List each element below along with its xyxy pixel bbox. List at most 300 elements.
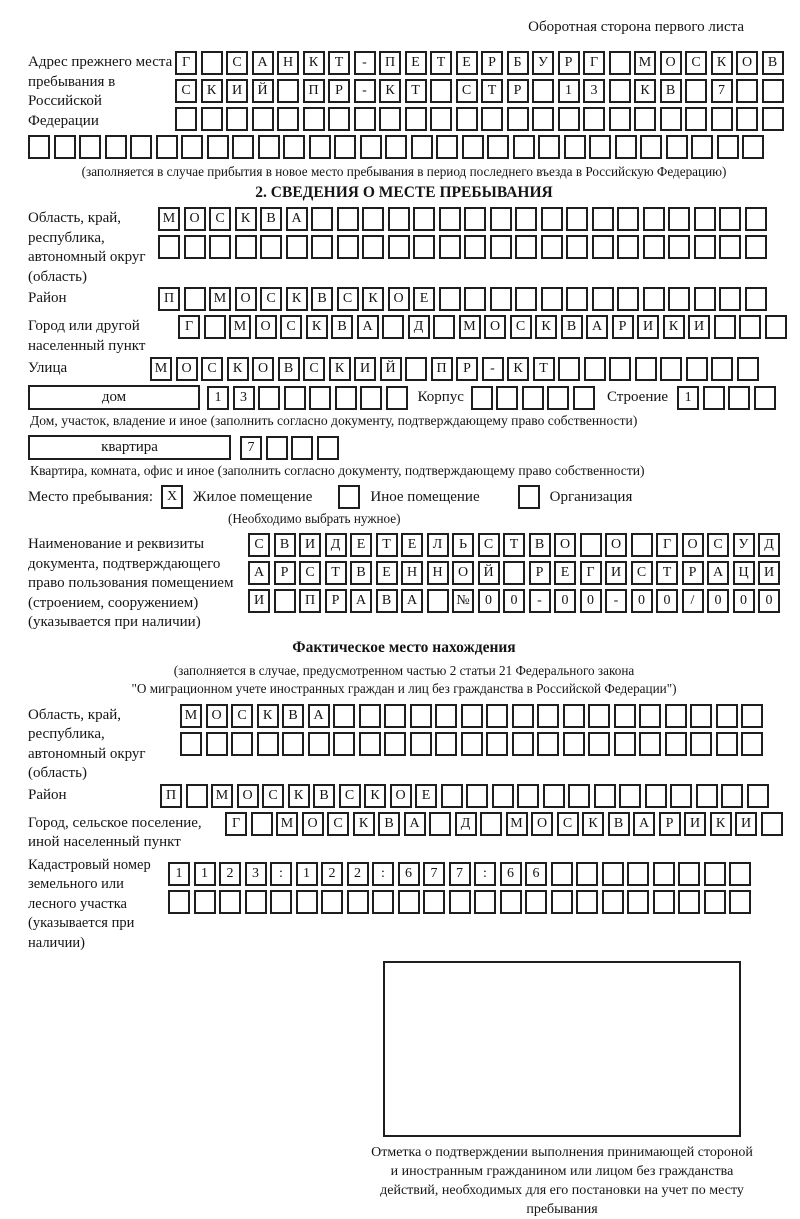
form-cell[interactable]: С xyxy=(685,51,707,75)
form-cell[interactable] xyxy=(441,784,463,808)
form-cell[interactable]: 1 xyxy=(168,862,190,886)
form-cell[interactable] xyxy=(226,107,248,131)
form-cell[interactable]: М xyxy=(276,812,298,836)
form-cell[interactable] xyxy=(568,784,590,808)
form-cell[interactable] xyxy=(398,890,420,914)
form-cell[interactable] xyxy=(602,890,624,914)
form-cell[interactable]: М xyxy=(211,784,233,808)
form-cell[interactable] xyxy=(704,862,726,886)
form-cell[interactable] xyxy=(337,207,359,231)
form-cell[interactable]: О xyxy=(184,207,206,231)
form-cell[interactable]: В xyxy=(274,533,296,557)
form-cell[interactable]: 3 xyxy=(245,862,267,886)
form-cell[interactable] xyxy=(235,235,257,259)
form-cell[interactable]: С xyxy=(557,812,579,836)
form-cell[interactable]: Т xyxy=(405,79,427,103)
form-cell[interactable]: Д xyxy=(408,315,430,339)
form-cell[interactable]: М xyxy=(229,315,251,339)
form-cell[interactable]: С xyxy=(327,812,349,836)
form-cell[interactable] xyxy=(670,784,692,808)
form-cell[interactable] xyxy=(747,784,769,808)
form-cell[interactable] xyxy=(201,107,223,131)
form-cell[interactable]: 6 xyxy=(500,862,522,886)
form-cell[interactable] xyxy=(729,862,751,886)
form-cell[interactable]: О xyxy=(237,784,259,808)
form-cell[interactable]: Г xyxy=(580,561,602,585)
form-cell[interactable] xyxy=(423,890,445,914)
form-cell[interactable]: И xyxy=(735,812,757,836)
form-cell[interactable]: И xyxy=(637,315,659,339)
form-cell[interactable]: П xyxy=(303,79,325,103)
form-cell[interactable] xyxy=(359,704,381,728)
form-cell[interactable] xyxy=(729,890,751,914)
form-cell[interactable] xyxy=(500,890,522,914)
form-cell[interactable]: Р xyxy=(274,561,296,585)
form-cell[interactable] xyxy=(439,235,461,259)
form-cell[interactable]: 6 xyxy=(398,862,420,886)
form-cell[interactable]: П xyxy=(431,357,453,381)
form-cell[interactable] xyxy=(184,287,206,311)
form-cell[interactable] xyxy=(742,135,764,159)
form-cell[interactable]: С xyxy=(339,784,361,808)
form-cell[interactable] xyxy=(309,135,331,159)
form-cell[interactable] xyxy=(739,315,761,339)
form-cell[interactable]: Г xyxy=(178,315,200,339)
form-cell[interactable]: А xyxy=(633,812,655,836)
form-cell[interactable]: Р xyxy=(529,561,551,585)
form-cell[interactable] xyxy=(413,235,435,259)
form-cell[interactable] xyxy=(362,207,384,231)
form-cell[interactable] xyxy=(204,315,226,339)
form-cell[interactable]: Р xyxy=(659,812,681,836)
form-cell[interactable] xyxy=(360,386,382,410)
form-cell[interactable] xyxy=(257,732,279,756)
form-cell[interactable] xyxy=(231,732,253,756)
form-cell[interactable] xyxy=(410,704,432,728)
form-cell[interactable] xyxy=(513,135,535,159)
form-cell[interactable]: 2 xyxy=(321,862,343,886)
form-cell[interactable]: Е xyxy=(405,51,427,75)
form-cell[interactable]: П xyxy=(299,589,321,613)
form-cell[interactable] xyxy=(635,357,657,381)
form-cell[interactable] xyxy=(496,386,518,410)
form-cell[interactable]: Д xyxy=(758,533,780,557)
form-cell[interactable] xyxy=(296,890,318,914)
form-cell[interactable] xyxy=(690,704,712,728)
form-cell[interactable] xyxy=(685,79,707,103)
form-cell[interactable] xyxy=(665,704,687,728)
form-cell[interactable]: В xyxy=(376,589,398,613)
form-cell[interactable] xyxy=(429,812,451,836)
form-cell[interactable]: О xyxy=(660,51,682,75)
form-cell[interactable]: О xyxy=(390,784,412,808)
form-cell[interactable]: Т xyxy=(430,51,452,75)
form-cell[interactable]: Р xyxy=(507,79,529,103)
form-cell[interactable]: Т xyxy=(328,51,350,75)
form-cell[interactable]: 0 xyxy=(758,589,780,613)
form-cell[interactable] xyxy=(619,784,641,808)
form-cell[interactable] xyxy=(537,704,559,728)
form-cell[interactable]: Е xyxy=(401,533,423,557)
form-cell[interactable] xyxy=(490,235,512,259)
form-cell[interactable] xyxy=(209,235,231,259)
form-cell[interactable] xyxy=(762,79,784,103)
form-cell[interactable] xyxy=(645,784,667,808)
form-cell[interactable]: К xyxy=(235,207,257,231)
form-cell[interactable] xyxy=(232,135,254,159)
form-cell[interactable]: 7 xyxy=(449,862,471,886)
form-cell[interactable] xyxy=(156,135,178,159)
form-cell[interactable] xyxy=(716,732,738,756)
form-cell[interactable]: И xyxy=(248,589,270,613)
form-cell[interactable]: К xyxy=(286,287,308,311)
form-cell[interactable]: У xyxy=(733,533,755,557)
form-cell[interactable] xyxy=(678,862,700,886)
form-cell[interactable]: И xyxy=(299,533,321,557)
form-cell[interactable] xyxy=(308,732,330,756)
form-cell[interactable]: В xyxy=(561,315,583,339)
form-cell[interactable] xyxy=(490,207,512,231)
form-cell[interactable]: К xyxy=(329,357,351,381)
form-cell[interactable] xyxy=(512,704,534,728)
form-cell[interactable] xyxy=(321,890,343,914)
form-cell[interactable] xyxy=(461,704,483,728)
form-cell[interactable]: С xyxy=(456,79,478,103)
form-cell[interactable] xyxy=(754,386,776,410)
form-cell[interactable]: Г xyxy=(225,812,247,836)
form-cell[interactable]: О xyxy=(554,533,576,557)
form-cell[interactable]: Р xyxy=(456,357,478,381)
form-cell[interactable] xyxy=(643,287,665,311)
form-cell[interactable] xyxy=(564,135,586,159)
form-cell[interactable] xyxy=(566,287,588,311)
form-cell[interactable] xyxy=(617,235,639,259)
form-cell[interactable] xyxy=(609,107,631,131)
form-cell[interactable]: О xyxy=(176,357,198,381)
form-cell[interactable] xyxy=(558,107,580,131)
form-cell[interactable] xyxy=(512,732,534,756)
form-cell[interactable] xyxy=(435,704,457,728)
form-cell[interactable]: / xyxy=(682,589,704,613)
form-cell[interactable] xyxy=(631,533,653,557)
form-cell[interactable]: - xyxy=(354,51,376,75)
form-cell[interactable] xyxy=(480,812,502,836)
form-cell[interactable] xyxy=(492,784,514,808)
form-cell[interactable]: 7 xyxy=(423,862,445,886)
form-cell[interactable]: Н xyxy=(277,51,299,75)
form-cell[interactable] xyxy=(385,135,407,159)
form-cell[interactable]: 0 xyxy=(656,589,678,613)
form-cell[interactable]: А xyxy=(248,561,270,585)
form-cell[interactable] xyxy=(719,287,741,311)
form-cell[interactable]: В xyxy=(529,533,551,557)
form-cell[interactable] xyxy=(507,107,529,131)
form-cell[interactable] xyxy=(347,890,369,914)
form-cell[interactable]: К xyxy=(353,812,375,836)
form-cell[interactable] xyxy=(678,890,700,914)
form-cell[interactable] xyxy=(614,732,636,756)
form-cell[interactable]: К xyxy=(288,784,310,808)
form-cell[interactable] xyxy=(640,135,662,159)
form-cell[interactable]: С xyxy=(707,533,729,557)
form-cell[interactable]: О xyxy=(682,533,704,557)
form-cell[interactable]: С xyxy=(231,704,253,728)
form-cell[interactable] xyxy=(696,784,718,808)
form-cell[interactable] xyxy=(711,357,733,381)
form-cell[interactable]: В xyxy=(311,287,333,311)
form-cell[interactable] xyxy=(532,107,554,131)
form-cell[interactable] xyxy=(522,386,544,410)
form-cell[interactable]: П xyxy=(158,287,180,311)
form-cell[interactable] xyxy=(717,135,739,159)
form-cell[interactable] xyxy=(714,315,736,339)
form-cell[interactable] xyxy=(543,784,565,808)
form-cell[interactable] xyxy=(719,235,741,259)
form-cell[interactable]: К xyxy=(535,315,557,339)
form-cell[interactable]: - xyxy=(529,589,551,613)
form-cell[interactable] xyxy=(609,79,631,103)
form-cell[interactable] xyxy=(180,732,202,756)
form-cell[interactable]: С xyxy=(510,315,532,339)
form-cell[interactable] xyxy=(653,890,675,914)
form-cell[interactable] xyxy=(219,890,241,914)
form-cell[interactable]: Й xyxy=(380,357,402,381)
form-cell[interactable] xyxy=(354,107,376,131)
form-cell[interactable] xyxy=(686,357,708,381)
form-cell[interactable] xyxy=(379,107,401,131)
form-cell[interactable] xyxy=(711,107,733,131)
form-cell[interactable] xyxy=(588,732,610,756)
form-cell[interactable]: В xyxy=(660,79,682,103)
form-cell[interactable] xyxy=(54,135,76,159)
form-cell[interactable]: О xyxy=(388,287,410,311)
form-cell[interactable] xyxy=(589,135,611,159)
form-cell[interactable]: Т xyxy=(503,533,525,557)
form-cell[interactable] xyxy=(532,79,554,103)
form-cell[interactable] xyxy=(207,135,229,159)
form-cell[interactable] xyxy=(258,135,280,159)
form-cell[interactable] xyxy=(360,135,382,159)
form-cell[interactable]: А xyxy=(357,315,379,339)
form-cell[interactable] xyxy=(435,732,457,756)
form-cell[interactable] xyxy=(694,235,716,259)
form-cell[interactable]: 3 xyxy=(583,79,605,103)
form-cell[interactable] xyxy=(690,732,712,756)
form-cell[interactable] xyxy=(614,704,636,728)
form-cell[interactable]: Ь xyxy=(452,533,474,557)
form-cell[interactable] xyxy=(660,107,682,131)
form-cell[interactable] xyxy=(617,207,639,231)
form-cell[interactable] xyxy=(728,386,750,410)
form-cell[interactable] xyxy=(251,812,273,836)
form-cell[interactable] xyxy=(737,357,759,381)
form-cell[interactable]: М xyxy=(158,207,180,231)
form-cell[interactable]: Г xyxy=(175,51,197,75)
form-cell[interactable]: В xyxy=(378,812,400,836)
form-cell[interactable]: Т xyxy=(656,561,678,585)
form-cell[interactable] xyxy=(617,287,639,311)
form-cell[interactable] xyxy=(28,135,50,159)
form-cell[interactable]: 0 xyxy=(503,589,525,613)
form-cell[interactable]: Р xyxy=(558,51,580,75)
form-cell[interactable]: И xyxy=(688,315,710,339)
form-cell[interactable] xyxy=(525,890,547,914)
form-cell[interactable] xyxy=(668,207,690,231)
form-cell[interactable]: : xyxy=(474,862,496,886)
form-cell[interactable] xyxy=(333,732,355,756)
form-cell[interactable] xyxy=(563,704,585,728)
form-cell[interactable]: С xyxy=(209,207,231,231)
form-cell[interactable] xyxy=(464,287,486,311)
form-cell[interactable] xyxy=(333,704,355,728)
form-cell[interactable]: 0 xyxy=(733,589,755,613)
form-cell[interactable]: М xyxy=(180,704,202,728)
form-cell[interactable] xyxy=(762,107,784,131)
form-cell[interactable] xyxy=(130,135,152,159)
form-cell[interactable] xyxy=(745,287,767,311)
form-cell[interactable]: Е xyxy=(554,561,576,585)
form-cell[interactable] xyxy=(433,315,455,339)
form-cell[interactable] xyxy=(741,732,763,756)
form-cell[interactable] xyxy=(515,287,537,311)
form-cell[interactable] xyxy=(627,890,649,914)
form-cell[interactable] xyxy=(721,784,743,808)
form-cell[interactable] xyxy=(464,235,486,259)
form-cell[interactable] xyxy=(541,207,563,231)
form-cell[interactable]: Д xyxy=(455,812,477,836)
form-cell[interactable] xyxy=(252,107,274,131)
form-cell[interactable] xyxy=(541,235,563,259)
form-cell[interactable] xyxy=(639,704,661,728)
form-cell[interactable] xyxy=(411,135,433,159)
form-cell[interactable]: 6 xyxy=(525,862,547,886)
form-cell[interactable] xyxy=(430,107,452,131)
form-cell[interactable] xyxy=(609,357,631,381)
form-cell[interactable] xyxy=(588,704,610,728)
checkbox-organizatsiya[interactable] xyxy=(518,485,540,509)
form-cell[interactable] xyxy=(309,386,331,410)
form-cell[interactable]: Н xyxy=(427,561,449,585)
form-cell[interactable] xyxy=(704,890,726,914)
form-cell[interactable] xyxy=(175,107,197,131)
form-cell[interactable]: : xyxy=(270,862,292,886)
form-cell[interactable] xyxy=(666,135,688,159)
form-cell[interactable]: А xyxy=(404,812,426,836)
form-cell[interactable] xyxy=(627,862,649,886)
form-cell[interactable]: Т xyxy=(325,561,347,585)
form-cell[interactable]: 1 xyxy=(207,386,229,410)
form-cell[interactable] xyxy=(386,386,408,410)
form-cell[interactable]: 1 xyxy=(194,862,216,886)
form-cell[interactable] xyxy=(481,107,503,131)
form-cell[interactable] xyxy=(456,107,478,131)
form-cell[interactable]: 2 xyxy=(347,862,369,886)
dom-box[interactable]: дом xyxy=(28,385,200,410)
form-cell[interactable]: Б xyxy=(507,51,529,75)
form-cell[interactable] xyxy=(694,207,716,231)
form-cell[interactable]: А xyxy=(308,704,330,728)
form-cell[interactable] xyxy=(201,51,223,75)
form-cell[interactable] xyxy=(277,107,299,131)
form-cell[interactable] xyxy=(668,287,690,311)
form-cell[interactable]: В xyxy=(608,812,630,836)
form-cell[interactable]: - xyxy=(482,357,504,381)
form-cell[interactable] xyxy=(576,862,598,886)
form-cell[interactable] xyxy=(584,357,606,381)
form-cell[interactable]: Е xyxy=(350,533,372,557)
form-cell[interactable] xyxy=(694,287,716,311)
form-cell[interactable] xyxy=(703,386,725,410)
form-cell[interactable]: 0 xyxy=(707,589,729,613)
form-cell[interactable]: 0 xyxy=(580,589,602,613)
form-cell[interactable] xyxy=(186,784,208,808)
form-cell[interactable] xyxy=(337,235,359,259)
form-cell[interactable]: У xyxy=(532,51,554,75)
form-cell[interactable] xyxy=(660,357,682,381)
form-cell[interactable] xyxy=(609,51,631,75)
form-cell[interactable] xyxy=(430,79,452,103)
form-cell[interactable]: О xyxy=(255,315,277,339)
form-cell[interactable] xyxy=(474,890,496,914)
form-cell[interactable] xyxy=(266,436,288,460)
form-cell[interactable] xyxy=(538,135,560,159)
form-cell[interactable]: И xyxy=(605,561,627,585)
form-cell[interactable]: П xyxy=(160,784,182,808)
form-cell[interactable] xyxy=(274,589,296,613)
form-cell[interactable] xyxy=(413,207,435,231)
form-cell[interactable] xyxy=(745,235,767,259)
form-cell[interactable]: О xyxy=(252,357,274,381)
form-cell[interactable] xyxy=(592,207,614,231)
form-cell[interactable] xyxy=(537,732,559,756)
form-cell[interactable] xyxy=(335,386,357,410)
form-cell[interactable]: К xyxy=(711,51,733,75)
form-cell[interactable]: О xyxy=(302,812,324,836)
form-cell[interactable]: К xyxy=(634,79,656,103)
form-cell[interactable] xyxy=(765,315,787,339)
form-cell[interactable] xyxy=(461,732,483,756)
form-cell[interactable]: С xyxy=(226,51,248,75)
form-cell[interactable]: Т xyxy=(481,79,503,103)
form-cell[interactable] xyxy=(303,107,325,131)
form-cell[interactable] xyxy=(517,784,539,808)
form-cell[interactable] xyxy=(558,357,580,381)
form-cell[interactable] xyxy=(741,704,763,728)
form-cell[interactable]: О xyxy=(484,315,506,339)
kvartira-box[interactable]: квартира xyxy=(28,435,231,460)
form-cell[interactable]: К xyxy=(379,79,401,103)
form-cell[interactable]: - xyxy=(354,79,376,103)
form-cell[interactable] xyxy=(602,862,624,886)
form-cell[interactable]: 0 xyxy=(478,589,500,613)
form-cell[interactable]: Р xyxy=(682,561,704,585)
form-cell[interactable] xyxy=(466,784,488,808)
form-cell[interactable] xyxy=(515,207,537,231)
form-cell[interactable]: О xyxy=(206,704,228,728)
form-cell[interactable]: С xyxy=(478,533,500,557)
form-cell[interactable] xyxy=(462,135,484,159)
form-cell[interactable] xyxy=(405,107,427,131)
form-cell[interactable] xyxy=(583,107,605,131)
form-cell[interactable]: М xyxy=(150,357,172,381)
form-cell[interactable]: 1 xyxy=(296,862,318,886)
form-cell[interactable]: А xyxy=(401,589,423,613)
form-cell[interactable]: Е xyxy=(376,561,398,585)
form-cell[interactable] xyxy=(464,207,486,231)
form-cell[interactable] xyxy=(384,732,406,756)
form-cell[interactable]: Е xyxy=(413,287,435,311)
form-cell[interactable]: С xyxy=(248,533,270,557)
